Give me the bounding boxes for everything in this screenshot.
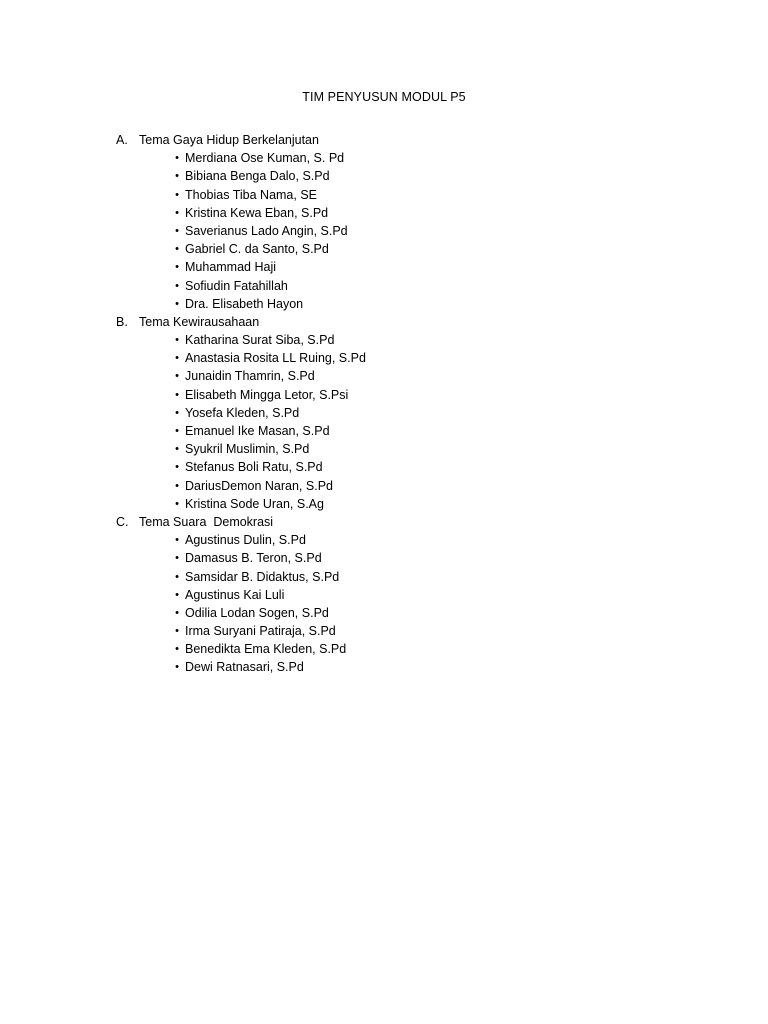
member-name: Irma Suryani Patiraja, S.Pd: [185, 624, 336, 639]
bullet-icon: •: [175, 170, 179, 183]
bullet-icon: •: [175, 334, 179, 347]
section-letter: C.: [116, 514, 129, 529]
list-item: [116, 658, 676, 676]
member-name: Samsidar B. Didaktus, S.Pd: [185, 569, 340, 584]
list-item: [116, 186, 676, 204]
list-item: [116, 404, 676, 422]
bullet-icon: •: [175, 570, 179, 583]
section-heading: [116, 313, 676, 331]
bullet-icon: •: [175, 606, 179, 619]
list-item: [116, 295, 676, 313]
bullet-icon: •: [175, 461, 179, 474]
section-title: Tema Kewirausahaan: [139, 314, 260, 329]
member-name: Kristina Sode Uran, S.Ag: [185, 496, 324, 511]
document-title: TIM PENYUSUN MODUL P5: [302, 90, 466, 104]
member-name: Muhammad Haji: [185, 260, 277, 275]
bullet-icon: •: [175, 279, 179, 292]
bullet-icon: •: [175, 297, 179, 310]
section-list: [116, 131, 676, 677]
member-name: Elisabeth Mingga Letor, S.Psi: [185, 387, 349, 402]
bullet-icon: •: [175, 224, 179, 237]
bullet-icon: •: [175, 388, 179, 401]
member-name: Yosefa Kleden, S.Pd: [185, 405, 300, 420]
list-item: [116, 531, 676, 549]
bullet-icon: •: [175, 352, 179, 365]
list-item: [116, 549, 676, 567]
bullet-icon: •: [175, 588, 179, 601]
member-name: Katharina Surat Siba, S.Pd: [185, 333, 335, 348]
member-name: Bibiana Benga Dalo, S.Pd: [185, 169, 330, 184]
bullet-icon: •: [175, 443, 179, 456]
member-name: Sofiudin Fatahillah: [185, 278, 288, 293]
list-item: [116, 440, 676, 458]
list-item: [116, 367, 676, 385]
list-item: [116, 167, 676, 185]
member-name: Merdiana Ose Kuman, S. Pd: [185, 151, 345, 166]
member-name: Benedikta Ema Kleden, S.Pd: [185, 642, 347, 657]
list-item: [116, 604, 676, 622]
list-item: [116, 204, 676, 222]
list-item: [116, 149, 676, 167]
bullet-icon: •: [175, 406, 179, 419]
list-item: [116, 586, 676, 604]
member-name: DariusDemon Naran, S.Pd: [185, 478, 333, 493]
member-name: Kristina Kewa Eban, S.Pd: [185, 205, 329, 220]
list-item: [116, 258, 676, 276]
bullet-icon: •: [175, 370, 179, 383]
section-heading: [116, 513, 676, 531]
list-item: [116, 222, 676, 240]
list-item: [116, 331, 676, 349]
member-name: Syukril Muslimin, S.Pd: [185, 442, 310, 457]
bullet-icon: •: [175, 425, 179, 437]
list-item: [116, 568, 676, 586]
member-name: Dewi Ratnasari, S.Pd: [185, 660, 304, 675]
member-name: Damasus B. Teron, S.Pd: [185, 551, 322, 566]
list-item: [116, 240, 676, 258]
member-name: Saverianus Lado Angin, S.Pd: [185, 223, 348, 238]
member-name: Agustinus Dulin, S.Pd: [185, 533, 306, 548]
list-item: [116, 386, 676, 404]
bullet-icon: •: [175, 625, 179, 638]
section-title: Tema Suara Demokrasi: [139, 514, 274, 529]
section-heading: [116, 131, 676, 149]
bullet-icon: •: [175, 534, 179, 547]
member-name: Dra. Elisabeth Hayon: [185, 296, 304, 311]
member-name: Thobias Tiba Nama, SE: [185, 187, 318, 202]
section-title: Tema Gaya Hidup Berkelanjutan: [139, 133, 319, 147]
section-letter: B.: [116, 314, 128, 329]
list-item: [116, 477, 676, 495]
list-item: [116, 640, 676, 658]
list-item: [116, 277, 676, 295]
bullet-icon: •: [175, 188, 179, 201]
list-item: [116, 349, 676, 367]
list-item: [116, 622, 676, 640]
bullet-icon: •: [175, 552, 179, 565]
list-item: [116, 495, 676, 513]
bullet-icon: •: [175, 243, 179, 256]
list-item: [116, 458, 676, 476]
member-name: Stefanus Boli Ratu, S.Pd: [185, 460, 323, 475]
member-name: Emanuel Ike Masan, S.Pd: [185, 424, 330, 438]
member-name: Odilia Lodan Sogen, S.Pd: [185, 605, 329, 620]
list-item: [116, 422, 676, 440]
member-name: Anastasia Rosita LL Ruing, S.Pd: [185, 351, 366, 366]
bullet-icon: •: [175, 661, 179, 674]
bullet-icon: •: [175, 479, 179, 492]
bullet-icon: •: [175, 152, 179, 165]
member-name: Junaidin Thamrin, S.Pd: [185, 369, 315, 384]
bullet-icon: •: [175, 206, 179, 219]
section-letter: A.: [116, 133, 128, 147]
bullet-icon: •: [175, 497, 179, 510]
member-name: Gabriel C. da Santo, S.Pd: [185, 242, 329, 257]
member-name: Agustinus Kai Luli: [185, 587, 285, 602]
bullet-icon: •: [175, 261, 179, 274]
bullet-icon: •: [175, 643, 179, 656]
